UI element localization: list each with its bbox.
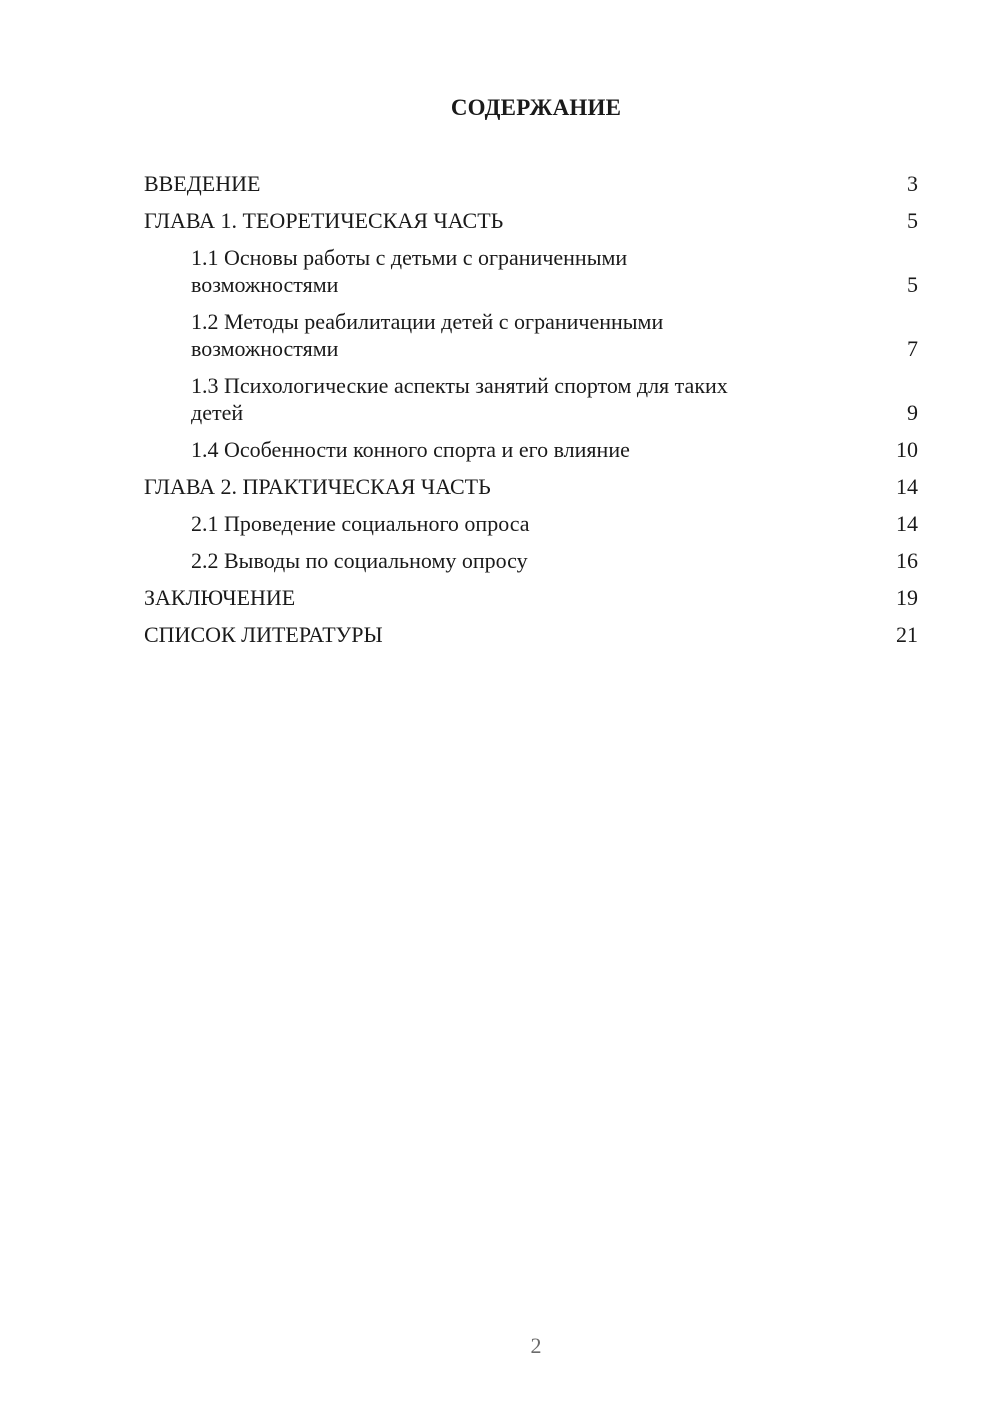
toc-entry-page: 10 [896, 437, 918, 462]
toc-entry-text: ЗАКЛЮЧЕНИЕ [144, 585, 296, 610]
toc-entry-section-1-1[interactable] [144, 244, 918, 298]
toc-entry-page: 5 [907, 272, 918, 297]
toc-entry-text: 1.1 Основы работы с детьми с ограниченными возможностями [191, 245, 628, 297]
toc-entry-bibliography[interactable] [144, 621, 918, 648]
page-number: 2 [530, 1333, 542, 1358]
table-of-contents [144, 170, 918, 658]
toc-entry-section-1-4[interactable] [144, 436, 918, 463]
toc-entry-section-2-1[interactable] [144, 510, 918, 537]
toc-entry-page: 16 [896, 548, 918, 573]
toc-entry-text: ГЛАВА 1. ТЕОРЕТИЧЕСКАЯ ЧАСТЬ [144, 208, 504, 233]
toc-entry-text: 1.3 Психологические аспекты занятий спортом для таких детей [191, 373, 728, 425]
toc-entry-text: 2.1 Проведение социального опроса [191, 511, 530, 536]
toc-entry-page: 3 [907, 171, 918, 196]
toc-entry-page: 14 [896, 474, 918, 499]
toc-entry-chapter-1[interactable] [144, 207, 918, 234]
toc-entry-page: 19 [896, 585, 918, 610]
toc-entry-page: 14 [896, 511, 918, 536]
toc-entry-section-1-3[interactable] [144, 372, 918, 426]
toc-entry-text: 1.4 Особенности конного спорта и его влияние [191, 437, 630, 462]
toc-entry-text: СПИСОК ЛИТЕРАТУРЫ [144, 622, 383, 647]
toc-entry-conclusion[interactable] [144, 584, 918, 611]
toc-entry-text: 2.2 Выводы по социальному опросу [191, 548, 528, 573]
toc-entry-page: 7 [907, 336, 918, 361]
toc-entry-page: 21 [896, 622, 918, 647]
toc-entry-section-2-2[interactable] [144, 547, 918, 574]
toc-entry-text: ВВЕДЕНИЕ [144, 171, 261, 196]
toc-entry-text: ГЛАВА 2. ПРАКТИЧЕСКАЯ ЧАСТЬ [144, 474, 491, 499]
toc-entry-section-1-2[interactable] [144, 308, 918, 362]
toc-title: СОДЕРЖАНИЕ [450, 95, 622, 120]
toc-entry-text: 1.2 Методы реабилитации детей с ограниченными возможностями [191, 309, 664, 361]
toc-entry-page: 9 [907, 400, 918, 425]
toc-entry-page: 5 [907, 208, 918, 233]
toc-entry-chapter-2[interactable] [144, 473, 918, 500]
toc-entry-introduction[interactable] [144, 170, 918, 197]
